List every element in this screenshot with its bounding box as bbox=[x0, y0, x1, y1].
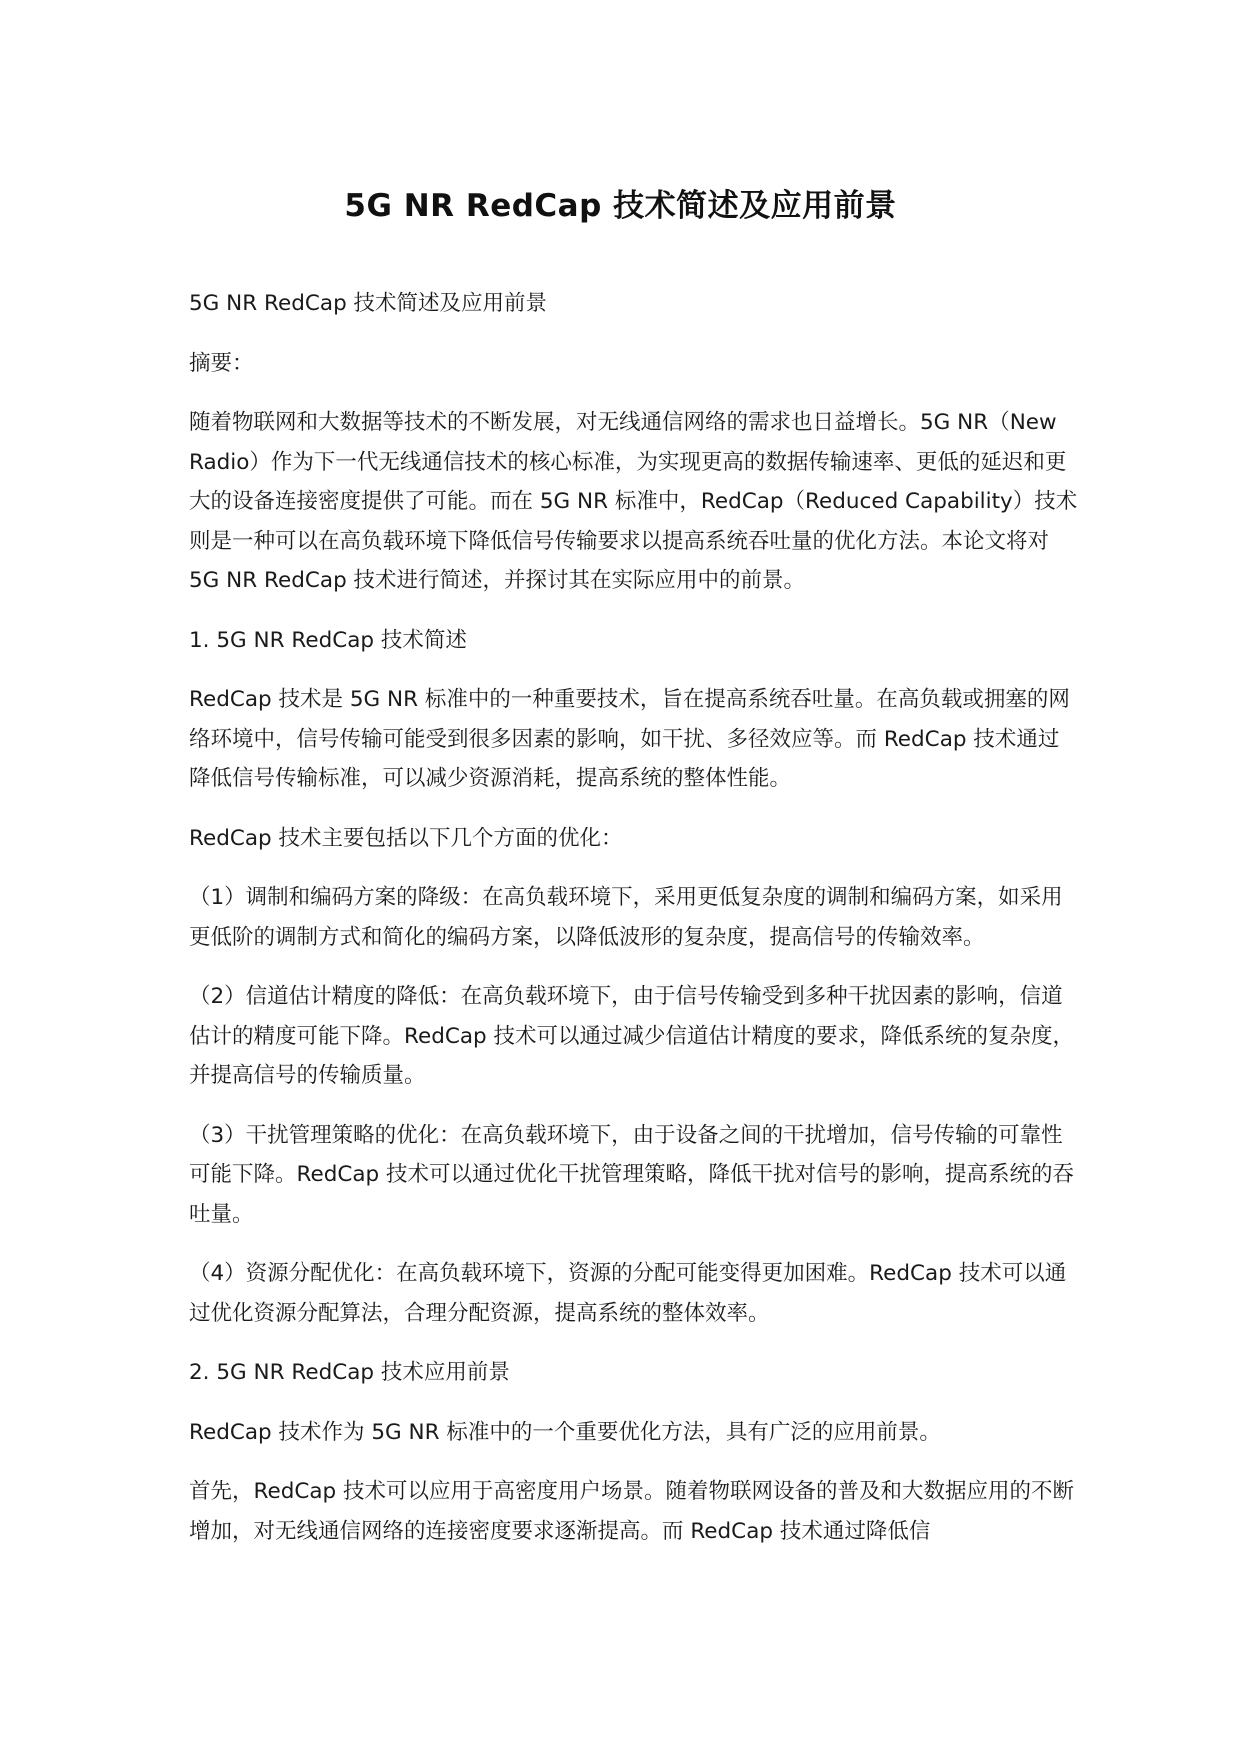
paragraph: 首先，RedCap 技术可以应用于高密度用户场景。随着物联网设备的普及和大数据应用的不断增加，对无线通信网络的连接密度要求逐渐提高。而 RedCap 技术通过降低信 bbox=[189, 1479, 1075, 1544]
paragraph: RedCap 技术是 5G NR 标准中的一种重要技术，旨在提高系统吞吐量。在高负载或拥塞的网络环境中，信号传输可能受到很多因素的影响，如干扰、多径效应等。而 RedCap 技术通过降低信号传输标准，可以减少资源消耗，提高系统的整体性能。 bbox=[189, 687, 1070, 791]
list-item-2: （2）信道估计精度的降低：在高负载环境下，由于信号传输受到多种干扰因素的影响，信道估计的精度可能下降。RedCap 技术可以通过减少信道估计精度的要求，降低系统的复杂度，并提高信号的传输质量。 bbox=[189, 984, 1075, 1088]
paragraph: RedCap 技术作为 5G NR 标准中的一个重要优化方法，具有广泛的应用前景。 bbox=[189, 1419, 941, 1445]
section-heading-1: 1. 5G NR RedCap 技术简述 bbox=[189, 627, 467, 653]
list-item-4: （4）资源分配优化：在高负载环境下，资源的分配可能变得更加困难。RedCap 技术可以通过优化资源分配算法，合理分配资源，提高系统的整体效率。 bbox=[189, 1261, 1067, 1326]
paragraph: RedCap 技术主要包括以下几个方面的优化： bbox=[189, 825, 623, 851]
section-heading-2: 2. 5G NR RedCap 技术应用前景 bbox=[189, 1360, 510, 1385]
paragraph-subtitle: 5G NR RedCap 技术简述及应用前景 bbox=[189, 291, 548, 316]
document-title: 5G NR RedCap 技术简述及应用前景 bbox=[344, 188, 897, 224]
paragraph-abstract-label: 摘要： bbox=[189, 350, 254, 376]
document-body bbox=[189, 284, 1079, 1571]
list-item-1: （1）调制和编码方案的降级：在高负载环境下，采用更低复杂度的调制和编码方案，如采用更低阶的调制方式和简化的编码方案，以降低波形的复杂度，提高信号的传输效率。 bbox=[189, 885, 1063, 950]
paragraph-abstract: 随着物联网和大数据等技术的不断发展，对无线通信网络的需求也日益增长。5G NR（New Radio）作为下一代无线通信技术的核心标准，为实现更高的数据传输速率、更低的延迟和更大的设备连接密度提供了可能。而在 5G NR 标准中，RedCap（Reduced Capability）技术则是一种可以在高负载环境下降低信号传输要求以提高系统吞吐量的优化方法。本论文将对 5G NR RedCap 技术进行简述，并探讨其在实际应用中的前景。 bbox=[189, 410, 1078, 593]
list-item-3: （3）干扰管理策略的优化：在高负载环境下，由于设备之间的干扰增加，信号传输的可靠性可能下降。RedCap 技术可以通过优化干扰管理策略，降低干扰对信号的影响，提高系统的吞吐量。 bbox=[189, 1122, 1075, 1227]
